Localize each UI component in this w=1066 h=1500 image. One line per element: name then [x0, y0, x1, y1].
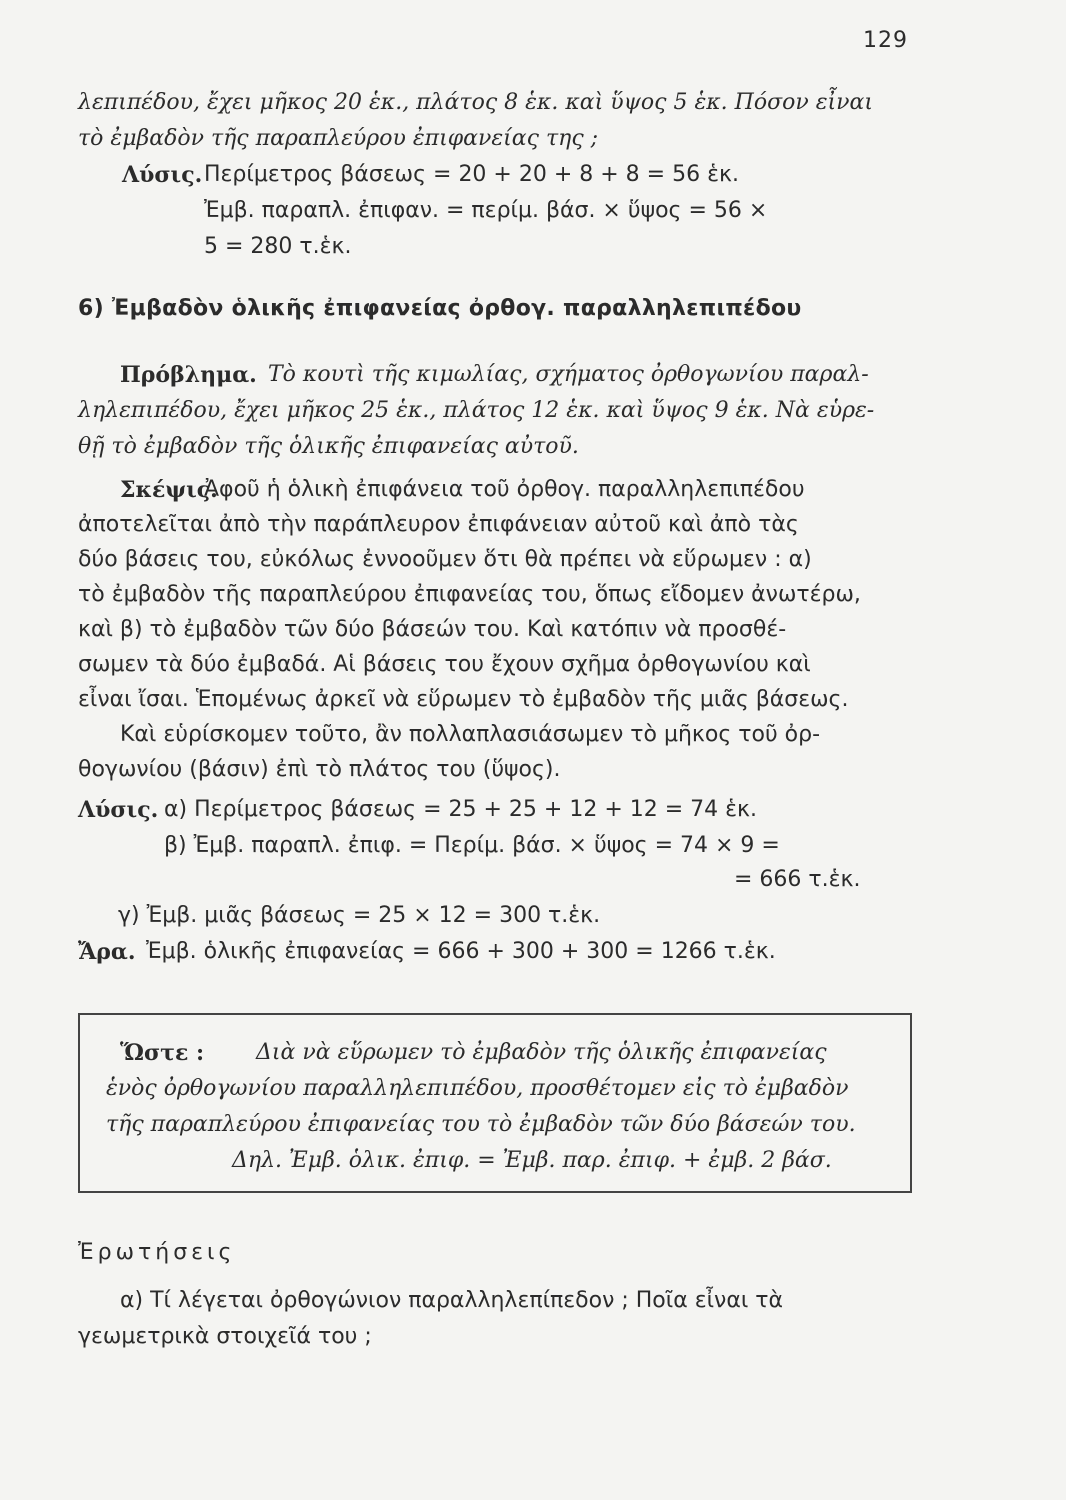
summary-label: Ὥστε : — [120, 1040, 205, 1066]
problem-line-1: Τὸ κουτὶ τῆς κιμωλίας, σχήματος ὀρθογωνίου παραλ- — [268, 362, 869, 387]
problem-line-3: θῇ τὸ ἐμβαδὸν τῆς ὁλικῆς ἐπιφανείας αὐτοῦ. — [78, 434, 579, 459]
thinking-line-9: θογωνίου (βάσιν) ἐπὶ τὸ πλάτος του (ὕψος). — [78, 757, 561, 782]
solution-step-a: α) Περίμετρος βάσεως = 25 + 25 + 12 + 12 = 74 ἑκ. — [164, 797, 758, 822]
page-number: 129 — [863, 28, 908, 53]
intro-line-1: λεπιπέδου, ἔχει μῆκος 20 ἑκ., πλάτος 8 ἑκ. καὶ ὕψος 5 ἑκ. Πόσον εἶναι — [78, 90, 874, 115]
therefore-label: Ἄρα. — [78, 939, 136, 965]
thinking-line-2: ἀποτελεῖται ἀπὸ τὴν παράπλευρον ἐπιφάνειαν αὐτοῦ καὶ ἀπὸ τὰς — [78, 512, 799, 537]
intro-solution-line-1: Περίμετρος βάσεως = 20 + 20 + 8 + 8 = 56 ἑκ. — [204, 162, 739, 187]
thinking-line-5: καὶ β) τὸ ἐμβαδὸν τῶν δύο βάσεών του. Καὶ κατόπιν νὰ προσθέ- — [78, 617, 787, 642]
intro-line-2: τὸ ἐμβαδὸν τῆς παραπλεύρου ἐπιφανείας της ; — [78, 126, 599, 151]
thinking-line-4: τὸ ἐμβαδὸν τῆς παραπλεύρου ἐπιφανείας του, ὅπως εἴδομεν ἀνωτέρω, — [78, 582, 861, 607]
solution-step-b: β) Ἐμβ. παραπλ. ἐπιφ. = Περίμ. βάσ. × ὕψος = 74 × 9 = — [164, 833, 780, 858]
thinking-line-3: δύο βάσεις του, εὐκόλως ἐννοοῦμεν ὅτι θὰ πρέπει νὰ εὕρωμεν : α) — [78, 547, 812, 572]
therefore-result: Ἐμβ. ὁλικῆς ἐπιφανείας = 666 + 300 + 300 = 1266 τ.ἑκ. — [146, 939, 776, 964]
questions-title: Ἐρωτήσεις — [78, 1240, 236, 1265]
summary-line-3: τῆς παραπλεύρου ἐπιφανείας του τὸ ἐμβαδὸν τῶν δύο βάσεών του. — [106, 1112, 856, 1137]
problem-label: Πρόβλημα. — [120, 362, 257, 388]
summary-line-2: ἑνὸς ὀρθογωνίου παραλληλεπιπέδου, προσθέτομεν εἰς τὸ ἐμβαδὸν — [106, 1076, 849, 1101]
thinking-line-7: εἶναι ἴσαι. Ἑπομένως ἀρκεῖ νὰ εὕρωμεν τὸ ἐμβαδὸν τῆς μιᾶς βάσεως. — [78, 687, 849, 712]
solution-label: Λύσις. — [78, 797, 159, 823]
intro-solution-line-3: 5 = 280 τ.ἑκ. — [204, 234, 352, 259]
thinking-line-8: Καὶ εὑρίσκομεν τοῦτο, ἂν πολλαπλασιάσωμεν τὸ μῆκος τοῦ ὀρ- — [120, 722, 821, 747]
thinking-line-6: σωμεν τὰ δύο ἐμβαδά. Αἱ βάσεις του ἔχουν σχῆμα ὀρθογωνίου καὶ — [78, 652, 811, 677]
thinking-label: Σκέψις. — [120, 477, 218, 503]
solution-step-b-result: = 666 τ.ἑκ. — [734, 867, 861, 892]
thinking-line-1: Ἀφοῦ ἡ ὁλικὴ ἐπιφάνεια τοῦ ὀρθογ. παραλληλεπιπέδου — [204, 477, 805, 502]
summary-formula: Δηλ. Ἐμβ. ὁλικ. ἐπιφ. = Ἐμβ. παρ. ἐπιφ. + ἐμβ. 2 βάσ. — [232, 1148, 832, 1173]
intro-solution-line-2: Ἐμβ. παραπλ. ἐπιφαν. = περίμ. βάσ. × ὕψος = 56 × — [204, 198, 768, 223]
question-a-line-2: γεωμετρικὰ στοιχεῖά του ; — [78, 1324, 372, 1349]
problem-line-2: ληλεπιπέδου, ἔχει μῆκος 25 ἑκ., πλάτος 12 ἑκ. καὶ ὕψος 9 ἑκ. Νὰ εὑρε- — [78, 398, 875, 423]
summary-line-1: Διὰ νὰ εὕρωμεν τὸ ἐμβαδὸν τῆς ὁλικῆς ἐπιφανείας — [256, 1040, 827, 1065]
solution-step-c: γ) Ἐμβ. μιᾶς βάσεως = 25 × 12 = 300 τ.ἑκ. — [118, 903, 601, 928]
intro-solution-label: Λύσις. — [122, 162, 203, 188]
section-heading: 6) Ἐμβαδὸν ὁλικῆς ἐπιφανείας ὀρθογ. παραλληλεπιπέδου — [78, 296, 802, 321]
question-a-line-1: α) Τί λέγεται ὀρθογώνιον παραλληλεπίπεδον ; Ποῖα εἶναι τὰ — [120, 1288, 784, 1313]
